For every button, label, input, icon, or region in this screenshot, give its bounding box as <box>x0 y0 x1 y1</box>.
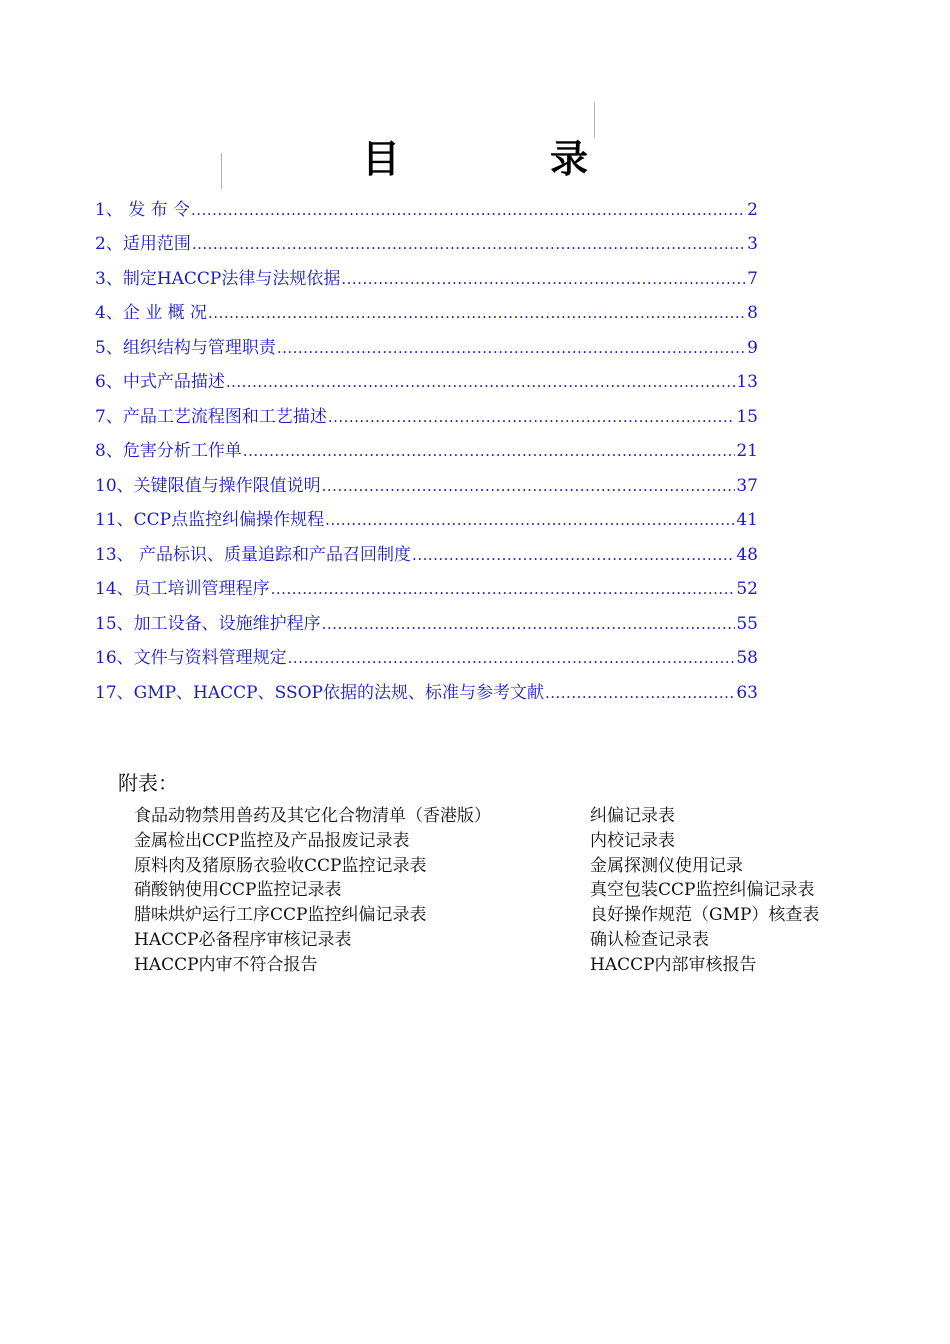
toc-entry[interactable] <box>95 599 758 634</box>
toc-page-number: 21 <box>736 441 758 461</box>
toc-entry[interactable] <box>95 392 758 427</box>
toc-entry-label: 10、关键限值与操作限值说明 <box>95 475 321 496</box>
toc-entry-label: 1、 发 布 令 <box>95 199 191 220</box>
toc-page-number: 15 <box>736 406 758 427</box>
appendix-item: 金属探测仪使用记录 <box>590 855 743 876</box>
toc-entry-label: 7、产品工艺流程图和工艺描述 <box>95 406 327 427</box>
appendix-item: 硝酸钠使用CCP监控记录表 <box>134 880 342 901</box>
appendix-heading: 附表： <box>118 771 178 795</box>
toc-entry[interactable] <box>95 254 758 289</box>
appendix-item: HACCP必备程序审核记录表 <box>134 929 352 950</box>
toc-leader-dots <box>328 407 736 427</box>
appendix-item: 内校记录表 <box>590 830 675 851</box>
toc-entry-label: 8、危害分析工作单 <box>95 441 242 461</box>
toc-entry-label: 15、加工设备、设施维护程序 <box>95 613 321 634</box>
toc-entry-label: 5、组织结构与管理职责 <box>95 337 276 358</box>
toc-entry[interactable] <box>95 220 758 255</box>
appendix-item: 确认检查记录表 <box>590 929 709 950</box>
appendix-item: 原料肉及猪原肠衣验收CCP监控记录表 <box>134 855 427 876</box>
toc-entry[interactable] <box>95 530 758 565</box>
toc-entry-label: 14、员工培训管理程序 <box>95 579 270 599</box>
toc-leader-dots <box>325 510 735 530</box>
appendix-list-right <box>590 804 819 978</box>
toc-page-number: 58 <box>736 648 758 668</box>
appendix-item: 良好操作规范（GMP）核查表 <box>590 905 820 926</box>
toc-page-number: 8 <box>747 303 758 323</box>
toc-leader-dots <box>322 476 736 496</box>
appendix-item: 纠偏记录表 <box>590 806 675 826</box>
toc-page-number: 48 <box>736 544 758 565</box>
toc-page-number: 63 <box>736 682 758 703</box>
toc-page-number: 52 <box>736 579 758 599</box>
toc-page-number: 7 <box>747 268 758 289</box>
toc-leader-dots <box>243 441 736 461</box>
toc-leader-dots <box>271 579 736 599</box>
toc-page-number: 9 <box>747 337 758 358</box>
table-of-contents <box>95 185 758 703</box>
toc-entry[interactable] <box>95 185 758 220</box>
appendix-list-left <box>134 804 491 978</box>
toc-leader-dots <box>208 303 746 323</box>
toc-entry[interactable] <box>95 323 758 358</box>
toc-leader-dots <box>226 372 736 392</box>
appendix-item: 食品动物禁用兽药及其它化合物清单（香港版） <box>134 806 491 826</box>
toc-entry-label: 2、适用范围 <box>95 234 191 254</box>
toc-leader-dots <box>277 338 746 358</box>
toc-leader-dots <box>341 269 746 289</box>
page-title <box>0 128 950 183</box>
appendix-item: 真空包装CCP监控纠偏记录表 <box>590 880 815 901</box>
toc-entry[interactable] <box>95 496 758 531</box>
toc-entry-label: 3、制定HACCP法律与法规依据 <box>95 268 341 289</box>
toc-page-number: 37 <box>736 475 758 496</box>
toc-entry[interactable] <box>95 289 758 324</box>
toc-entry[interactable] <box>95 634 758 669</box>
toc-page-number: 13 <box>736 372 758 392</box>
toc-entry-label: 11、CCP点监控纠偏操作规程 <box>95 510 325 530</box>
toc-leader-dots <box>412 545 735 565</box>
toc-entry[interactable] <box>95 565 758 600</box>
toc-entry[interactable] <box>95 427 758 462</box>
toc-leader-dots <box>322 614 736 634</box>
appendix-item: 金属检出CCP监控及产品报废记录表 <box>134 830 410 851</box>
toc-entry-label: 17、GMP、HACCP、SSOP依据的法规、标准与参考文献 <box>95 682 544 703</box>
toc-page-number: 55 <box>736 613 758 634</box>
appendix-item: 腊味烘炉运行工序CCP监控纠偏记录表 <box>134 905 427 926</box>
toc-entry[interactable] <box>95 461 758 496</box>
appendix-item: HACCP内审不符合报告 <box>134 954 318 975</box>
toc-page-number: 41 <box>736 510 758 530</box>
toc-entry[interactable] <box>95 358 758 393</box>
toc-leader-dots <box>192 234 746 254</box>
toc-entry[interactable] <box>95 668 758 703</box>
toc-page-number: 3 <box>747 234 758 254</box>
toc-entry-label: 6、中式产品描述 <box>95 372 225 392</box>
toc-leader-dots <box>288 648 736 668</box>
title-char-1: 目 <box>361 136 400 181</box>
toc-leader-dots <box>545 683 735 703</box>
toc-leader-dots <box>191 200 746 220</box>
toc-entry-label: 13、 产品标识、质量追踪和产品召回制度 <box>95 544 412 565</box>
toc-entry-label: 4、企 业 概 况 <box>95 303 208 323</box>
toc-page-number: 2 <box>747 199 758 220</box>
title-char-2: 录 <box>550 136 589 181</box>
toc-entry-label: 16、文件与资料管理规定 <box>95 648 287 668</box>
appendix-item: HACCP内部审核报告 <box>590 954 757 975</box>
